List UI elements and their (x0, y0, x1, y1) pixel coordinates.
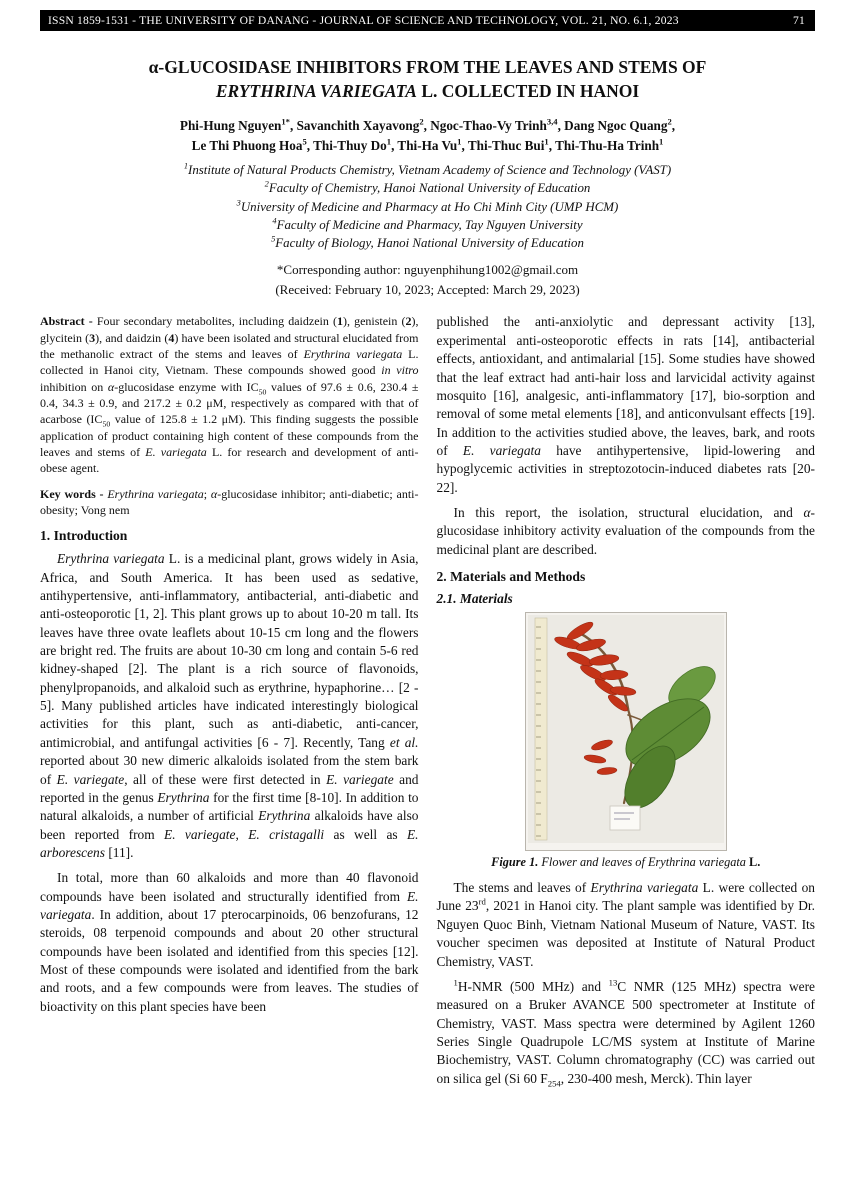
keywords-paragraph: Key words - Erythrina variegata; α-glucosidase inhibitor; anti-diabetic; anti-obesity; Vong nem (40, 486, 419, 517)
journal-header-bar (40, 10, 815, 31)
author-line-2: Le Thi Phuong Hoa$^5$, Thi-Thuy Do$^1$, Thi-Ha Vu$^1$, Thi-Thuc Bui$^1$, Thi-Thu-Ha Trinh$^1$ (191, 136, 664, 154)
right-column (437, 313, 816, 1095)
page-number: 71 (793, 14, 805, 27)
affiliation-1: $^1$Institute of Natural Products Chemistry, Vietnam Academy of Science and Technology (VAST) (183, 161, 672, 177)
two-column-body (40, 313, 815, 1095)
subsection-heading-materials: 2.1. Materials (436, 591, 513, 607)
introduction-paragraph-1: Erythrina variegata L. is a medicinal plant, grows widely in Asia, Africa, and South America. It has been used as sedative, antihypertensive, anti-inflammatory, antibacterial, anti-diabetic and anti-osteoporotic [1, 2]. This plant grows up to about 10-20 m tall. Its leaves have three ovate leaflets about 10-15 cm long and the flowers are bright red. The fruits are about 10-30 cm long and contain 5-6 red kidney-shaped [2]. The plant is a rich source of flavonoids, phenylpropanoids, and alkaloid such as erythrine, hypaphorine… [2 - 5]. Many published articles have indicated interestingly biological activities for this plant, such as anti-diabetic, anti-cancer, antimicrobial, and antifungal activities [6 - 7]. Recently, Tang et al. reported about 30 new dimeric alkaloids isolated from the stem bark of E. variegate, all of these were first detected in E. variegate and reported in the genus Erythrina for the first time [8-10]. In addition to natural alkaloids, a number of artificial Erythrina alkaloids have also been reported from E. variegate, E. cristagalli as well as E. arborescens [11]. (40, 551, 419, 860)
affiliation-4: $^4$Faculty of Medicine and Pharmacy, Tay Nguyen University (272, 216, 583, 232)
introduction-paragraph-continuation: published the anti-anxiolytic and depressant activity [13], experimental anti-osteoporotic effects in rats [14], antibacterial effects, antioxidant, and antimalarial [15]. Some studies have showed that the leaf extract had anti-hair loss and larvicidal activity against mosquito [16], analgesic, anti-inflammatory [17], bio-sorption and removal of some metal elements [18], and anticonvulsant effects [19]. In addition to the activities studied above, the leaves, bark, and roots of E. variegata have antihypertensive, lipid-lowering and hypoglycemic activities in streptozotocin-induced diabetes rats [20-22]. (436, 314, 815, 495)
article-title (46, 55, 809, 103)
ruler (535, 618, 547, 840)
specimen-label (610, 806, 640, 830)
figure-1-image (528, 615, 724, 843)
report-scope-paragraph: In this report, the isolation, structural elucidation, and α-glucosidase inhibitory activity evaluation of the compounds from the medicinal plant are described. (436, 505, 815, 557)
affiliation-list (40, 161, 815, 253)
figure-1-caption: Figure 1. Flower and leaves of Erythrina variegata L. (491, 855, 761, 870)
figure-1 (437, 612, 816, 870)
section-heading-materials-methods: 2. Materials and Methods (436, 569, 586, 585)
article-title-line2: ERYTHRINA VARIEGATA L. COLLECTED IN HANOI (215, 81, 640, 102)
author-line-1: Phi-Hung Nguyen$^{1*}$, Savanchith Xayavong$^2$, Ngoc-Thao-Vy Trinh$^{3,4}$, Dang Ngoc Quang$^2$, (179, 116, 676, 134)
left-column (40, 313, 419, 1095)
affiliation-5: $^5$Faculty of Biology, Hanoi National University of Education (271, 234, 584, 251)
corresponding-author-email[interactable]: nguyenphihung1002@gmail.com (404, 262, 579, 278)
corresponding-author-prefix: *Corresponding author: (276, 262, 404, 278)
affiliation-2: $^2$Faculty of Chemistry, Hanoi National University of Education (264, 179, 591, 196)
journal-issn-line: ISSN 1859-1531 - THE UNIVERSITY OF DANANG - JOURNAL OF SCIENCE AND TECHNOLOGY, VOL. 21, NO. 6.1, 2023 (48, 14, 679, 27)
received-accepted-line: (Received: February 10, 2023; Accepted: March 29, 2023) (275, 282, 580, 298)
materials-paragraph-1: The stems and leaves of Erythrina variegata L. were collected on June 23rd, 2021 in Hanoi city. The plant sample was identified by Dr. Nguyen Quoc Binh, Vietnam National Museum of Nature, VAST. Its voucher specimen was deposited at Institute of Natural Product Chemistry, VAST. (436, 880, 815, 969)
introduction-paragraph-2: In total, more than 60 alkaloids and more than 40 flavonoid compounds have been isolated and structurally identified from E. variegata. In addition, about 17 pterocarpinoids, 06 benzofurans, 12 steroids, 08 terpenoid compounds and about 20 other structural compounds have been isolated and identified from this species [12]. Most of these compounds were isolated and identified from the bark and roots, and a few compounds were from leaves. The studies of bioactivity on this plant species have been (40, 870, 419, 1014)
figure-1-frame (525, 612, 727, 851)
author-list (40, 116, 815, 156)
abstract-paragraph: Abstract - Four secondary metabolites, including daidzein (1), genistein (2), glycitein (3), and daidzin (4) have been isolated and structural elucidated from the methanolic extract of the stems and leaves of Erythrina variegata L. collected in Hanoi city, Vietnam. These compounds showed good in vitro inhibition on α-glucosidase enzyme with $IC_{50}$ values of 97.6 ± 0.6, 230.4 ± 0.4, 34.3 ± 0.9, and 217.2 ± 0.2 μM, respectively as compared with that of acarbose ($IC_{50}$ value of 125.8 ± 1.2 μM). This finding suggests the possible application of product containing high content of these compounds from the leaves and stems of E. variegata L. for research and development of anti-obese agent. (40, 314, 419, 476)
article-title-line1: α-GLUCOSIDASE INHIBITORS FROM THE LEAVES AND STEMS OF (148, 57, 707, 77)
materials-paragraph-2: $^1$H-NMR (500 MHz) and $^{13}$C NMR (125 MHz) spectra were measured on a Bruker AVANCE 500 spectrometer at Institute of Chemistry, VAST. Mass spectra were determined by Agilent 1260 Series Single Quadrupole LC/MS system at Institute of Marine Biochemistry, VAST. Column chromatography (CC) was carried out on silica gel (Si 60 $F_{254}$, 230-400 mesh, Merck). Thin layer (436, 977, 815, 1089)
corresponding-author-line (40, 262, 815, 278)
affiliation-3: $^3$University of Medicine and Pharmacy at Ho Chi Minh City (UMP HCM) (236, 198, 619, 214)
section-heading-introduction: 1. Introduction (40, 528, 128, 544)
